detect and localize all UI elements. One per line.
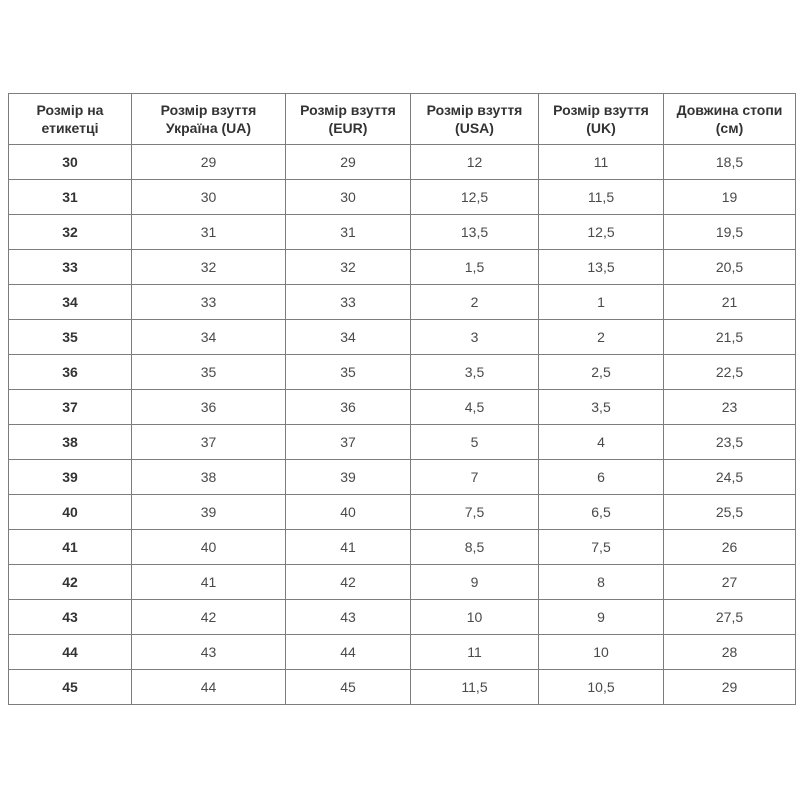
label-size-cell: 42 (9, 565, 132, 600)
size-value-cell: 9 (539, 600, 664, 635)
size-value-cell: 12 (411, 145, 539, 180)
size-value-cell: 9 (411, 565, 539, 600)
table-row (9, 460, 796, 495)
table-body (9, 145, 796, 705)
size-value-cell: 2 (539, 320, 664, 355)
size-value-cell: 26 (664, 530, 796, 565)
label-size-cell: 44 (9, 635, 132, 670)
size-value-cell: 43 (132, 635, 286, 670)
table-row (9, 565, 796, 600)
size-value-cell: 10 (411, 600, 539, 635)
column-header-label-size: Розмір на етикетці (9, 94, 132, 145)
size-value-cell: 43 (286, 600, 411, 635)
label-size-cell: 30 (9, 145, 132, 180)
size-value-cell: 29 (132, 145, 286, 180)
size-value-cell: 29 (286, 145, 411, 180)
size-value-cell: 27,5 (664, 600, 796, 635)
size-value-cell: 1,5 (411, 250, 539, 285)
size-value-cell: 1 (539, 285, 664, 320)
size-value-cell: 27 (664, 565, 796, 600)
size-value-cell: 36 (132, 390, 286, 425)
size-value-cell: 5 (411, 425, 539, 460)
size-value-cell: 13,5 (411, 215, 539, 250)
size-value-cell: 11,5 (411, 670, 539, 705)
size-value-cell: 44 (286, 635, 411, 670)
header-row (9, 94, 796, 145)
column-header-foot-length: Довжина стопи (см) (664, 94, 796, 145)
size-value-cell: 41 (132, 565, 286, 600)
size-value-cell: 30 (286, 180, 411, 215)
size-value-cell: 38 (132, 460, 286, 495)
size-value-cell: 45 (286, 670, 411, 705)
size-value-cell: 31 (132, 215, 286, 250)
size-value-cell: 33 (132, 285, 286, 320)
label-size-cell: 41 (9, 530, 132, 565)
size-value-cell: 19 (664, 180, 796, 215)
size-value-cell: 35 (132, 355, 286, 390)
table-row (9, 495, 796, 530)
size-value-cell: 7,5 (411, 495, 539, 530)
size-value-cell: 44 (132, 670, 286, 705)
label-size-cell: 43 (9, 600, 132, 635)
column-header-ua-size: Розмір взуття Україна (UA) (132, 94, 286, 145)
size-value-cell: 31 (286, 215, 411, 250)
size-conversion-table (8, 93, 796, 705)
table-row (9, 250, 796, 285)
size-value-cell: 37 (286, 425, 411, 460)
size-value-cell: 39 (286, 460, 411, 495)
label-size-cell: 32 (9, 215, 132, 250)
size-value-cell: 34 (132, 320, 286, 355)
size-value-cell: 4 (539, 425, 664, 460)
size-value-cell: 7,5 (539, 530, 664, 565)
size-value-cell: 29 (664, 670, 796, 705)
label-size-cell: 31 (9, 180, 132, 215)
table-row (9, 530, 796, 565)
size-value-cell: 20,5 (664, 250, 796, 285)
size-value-cell: 40 (286, 495, 411, 530)
size-value-cell: 40 (132, 530, 286, 565)
label-size-cell: 45 (9, 670, 132, 705)
size-value-cell: 28 (664, 635, 796, 670)
size-value-cell: 35 (286, 355, 411, 390)
column-header-usa-size: Розмір взуття (USA) (411, 94, 539, 145)
size-value-cell: 2,5 (539, 355, 664, 390)
size-value-cell: 39 (132, 495, 286, 530)
size-value-cell: 23,5 (664, 425, 796, 460)
size-value-cell: 12,5 (411, 180, 539, 215)
table-row (9, 425, 796, 460)
table-row (9, 355, 796, 390)
size-value-cell: 2 (411, 285, 539, 320)
label-size-cell: 38 (9, 425, 132, 460)
size-value-cell: 18,5 (664, 145, 796, 180)
table-row (9, 145, 796, 180)
size-value-cell: 42 (132, 600, 286, 635)
size-value-cell: 10,5 (539, 670, 664, 705)
label-size-cell: 37 (9, 390, 132, 425)
size-value-cell: 41 (286, 530, 411, 565)
size-value-cell: 11 (539, 145, 664, 180)
size-value-cell: 34 (286, 320, 411, 355)
size-value-cell: 3,5 (539, 390, 664, 425)
size-value-cell: 22,5 (664, 355, 796, 390)
label-size-cell: 33 (9, 250, 132, 285)
size-value-cell: 13,5 (539, 250, 664, 285)
table-row (9, 215, 796, 250)
column-header-eur-size: Розмір взуття (EUR) (286, 94, 411, 145)
label-size-cell: 36 (9, 355, 132, 390)
size-value-cell: 23 (664, 390, 796, 425)
size-value-cell: 11,5 (539, 180, 664, 215)
table-row (9, 180, 796, 215)
size-value-cell: 24,5 (664, 460, 796, 495)
size-value-cell: 4,5 (411, 390, 539, 425)
column-header-uk-size: Розмір взуття (UK) (539, 94, 664, 145)
size-value-cell: 6,5 (539, 495, 664, 530)
table-row (9, 285, 796, 320)
size-value-cell: 10 (539, 635, 664, 670)
label-size-cell: 35 (9, 320, 132, 355)
size-value-cell: 37 (132, 425, 286, 460)
size-value-cell: 36 (286, 390, 411, 425)
label-size-cell: 39 (9, 460, 132, 495)
size-value-cell: 11 (411, 635, 539, 670)
size-value-cell: 12,5 (539, 215, 664, 250)
size-value-cell: 30 (132, 180, 286, 215)
size-value-cell: 8 (539, 565, 664, 600)
table-row (9, 390, 796, 425)
size-value-cell: 19,5 (664, 215, 796, 250)
size-value-cell: 21,5 (664, 320, 796, 355)
table-row (9, 635, 796, 670)
label-size-cell: 34 (9, 285, 132, 320)
size-value-cell: 21 (664, 285, 796, 320)
size-value-cell: 25,5 (664, 495, 796, 530)
size-value-cell: 3 (411, 320, 539, 355)
size-value-cell: 7 (411, 460, 539, 495)
size-value-cell: 32 (286, 250, 411, 285)
size-value-cell: 8,5 (411, 530, 539, 565)
label-size-cell: 40 (9, 495, 132, 530)
table-row (9, 320, 796, 355)
size-value-cell: 32 (132, 250, 286, 285)
size-value-cell: 3,5 (411, 355, 539, 390)
table-row (9, 670, 796, 705)
table-row (9, 600, 796, 635)
size-value-cell: 33 (286, 285, 411, 320)
size-value-cell: 6 (539, 460, 664, 495)
size-value-cell: 42 (286, 565, 411, 600)
